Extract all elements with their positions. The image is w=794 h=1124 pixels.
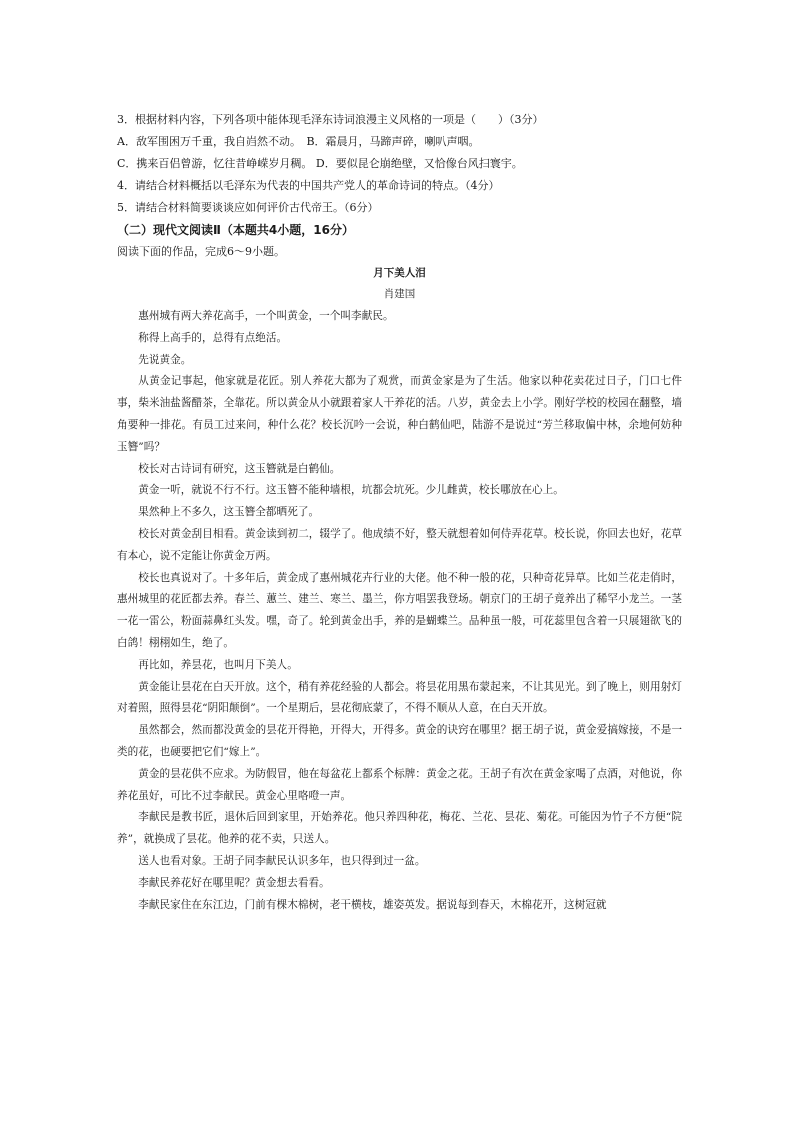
section-instruction: 阅读下面的作品，完成6～9小题。	[117, 245, 285, 258]
paragraph: 校长也真说对了。十多年后，黄金成了惠州城花卉行业的大佬。他不种一般的花，只种奇花异草。比如兰花走俏时，惠州城里的花匠都去养。春兰、蕙兰、建兰、寒兰、墨兰，你方唱罢我登场。朝京门的王胡子竟养出了稀罕小龙兰。一茎一花一雷公，粉面蒜鼻红头发。嘿，奇了。轮到黄金出手，养的是蝴蝶兰。品种虽一般，可花蕊里包含着一只展翅欲飞的白鸽！栩栩如生，绝了。	[117, 571, 682, 649]
paragraph: 李献民是教书匠，退休后回到家里，开始养花。他只养四种花，梅花、兰花、昙花、菊花。可能因为竹子不方便“院养”，就换成了昙花。他养的花不卖，只送人。	[117, 811, 682, 846]
paragraph: 校长对黄金刮目相看。黄金读到初二，辍学了。他成绩不好，整天就想着如何侍弄花草。校长说，你回去也好，花草有本心，说不定能让你黄金万两。	[117, 527, 682, 562]
paragraph: 校长对古诗词有研究，这玉簪就是白鹤仙。	[138, 462, 341, 475]
paragraph: 先说黄金。	[138, 353, 192, 366]
article-body	[117, 306, 682, 916]
paragraph: 黄金一听，就说不行不行。这玉簪不能种墙根，坑都会坑死。少儿雌黄，校长哪放在心上。	[138, 484, 564, 497]
section-heading: （二）现代文阅读Ⅱ（本题共4小题，16分）	[117, 223, 354, 237]
paragraph: 黄金的昙花供不应求。为防假冒，他在每盆花上都系个标牌：黄金之花。王胡子有次在黄金家喝了点酒，对他说，你养花虽好，可比不过李献民。黄金心里咯噔一声。	[117, 767, 682, 802]
paragraph: 惠州城有两大养花高手，一个叫黄金，一个叫李献民。	[138, 310, 394, 322]
question-3: 3．根据材料内容，下列各项中能体现毛泽东诗词浪漫主义风格的一项是（ ）（3分）	[117, 113, 544, 126]
paragraph: 称得上高手的，总得有点绝活。	[138, 331, 288, 344]
paragraph: 再比如，养昙花，也叫月下美人。	[138, 658, 298, 671]
question-3-options-cd: C．携来百侣曾游，忆往昔峥嵘岁月稠。 D．要似昆仑崩绝壁，又恰像台风扫寰宇。	[117, 157, 523, 170]
paragraph: 从黄金记事起，他家就是花匠。别人养花大都为了观赏，而黄金家是为了生活。他家以种花卖花过日子，门口七件事，柴米油盐酱醋茶，全靠花。所以黄金从小就跟着家人干养花的活。八岁，黄金去上小学。刚好学校的校园在翻整，墙角要种一排花。有员工过来问，种什么花？校长沉吟一会说，种白鹤仙吧，陆游不是说过“芳兰移取偏中林，余地何妨种玉簪”吗？	[117, 375, 682, 453]
paragraph: 虽然都会，然而都没黄金的昙花开得艳，开得大，开得多。黄金的诀窍在哪里？据王胡子说，黄金爱搞嫁接，不是一类的花，也硬要把它们“嫁上”。	[117, 724, 682, 758]
paragraph: 黄金能让昙花在白天开放。这个，稍有养花经验的人都会。将昙花用黑布蒙起来，不让其见光。到了晚上，则用射灯对着照，照得昙花“阴阳颠倒”。一个星期后，昙花彻底蒙了，不得不顺从人意，在白天开放。	[117, 680, 682, 715]
question-3-options-ab: A．敌军围困万千重，我自岿然不动。 B．霜晨月，马蹄声碎，喇叭声咽。	[117, 135, 480, 148]
document-page	[117, 109, 682, 916]
paragraph: 果然种上不多久，这玉簪全都晒死了。	[138, 506, 320, 519]
paragraph: 李献民家住在东江边，门前有棵木棉树，老干横枝，雄姿英发。据说每到春天，木棉花开，这树冠就	[138, 898, 607, 911]
paragraph: 送人也看对象。王胡子同李献民认识多年，也只得到过一盆。	[138, 854, 426, 867]
article-title: 月下美人泪	[373, 267, 426, 279]
question-5: 5．请结合材料简要谈谈应如何评价古代帝王。（6分）	[117, 201, 379, 214]
question-4: 4．请结合材料概括以毛泽东为代表的中国共产党人的革命诗词的特点。（4分）	[117, 179, 500, 192]
paragraph: 李献民养花好在哪里呢？黄金想去看看。	[138, 876, 330, 889]
article-author: 肖建国	[383, 288, 416, 300]
